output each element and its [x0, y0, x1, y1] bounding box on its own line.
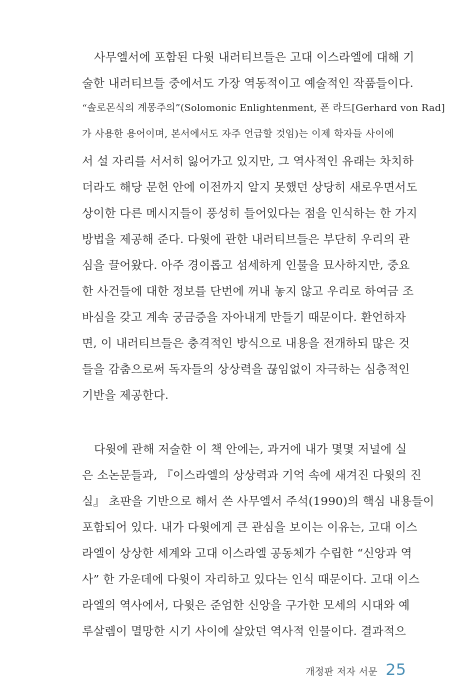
page-footer [0, 660, 406, 682]
text-line: 라엘의 역사에서, 다윗은 준엄한 신앙을 구가한 모세의 시대와 예 [82, 598, 410, 612]
text-line: 술한 내러티브들 중에서도 가장 역동적이고 예술적인 작품들이다. [82, 76, 414, 90]
text-line: 상이한 다른 메시지들이 풍성히 들어있다는 점을 인식하는 한 가지 [82, 206, 418, 220]
text-line: 서 설 자리를 서서히 잃어가고 있지만, 그 역사적인 유래는 차치하 [82, 154, 414, 168]
text-line: 다윗에 관해 저술한 이 책 안에는, 과거에 내가 몇몇 저널에 실 [94, 442, 407, 456]
text-line: 방법을 제공해 준다. 다윗에 관한 내러티브들은 부단히 우리의 관 [82, 232, 410, 246]
paragraph [82, 436, 435, 644]
text-line: “솔로몬식의 계몽주의”(Solomonic Enlightenment, 폰 라드[Gerhard von Rad] [82, 103, 446, 114]
text-line: 포함되어 있다. 내가 다윗에게 큰 관심을 보이는 이유는, 고대 이스 [82, 520, 418, 534]
body-text [82, 44, 446, 644]
text-line: 더라도 해당 문헌 안에 이전까지 알지 못했던 상당히 새로우면서도 [82, 180, 418, 194]
text-line: 면, 이 내러티브들은 충격적인 방식으로 내용을 전개하되 많은 것 [82, 336, 410, 350]
text-line: 라엘이 상상한 세계와 고대 이스라엘 공동체가 수립한 “신앙과 역 [82, 546, 413, 560]
text-line: 실』 초판을 기반으로 해서 쓴 사무엘서 주석(1990)의 핵심 내용들이 [82, 494, 435, 508]
text-line: 바심을 갖고 계속 궁금증을 자아내게 만들기 때문이다. 환언하자 [82, 310, 407, 324]
text-line: 기반을 제공한다. [82, 388, 169, 402]
running-head: 개정판 저자 서문 [305, 667, 378, 678]
text-line: 은 소논문들과, 『이스라엘의 상상력과 기억 속에 새겨진 다윗의 진 [82, 468, 422, 482]
text-line: 사” 한 가운데에 다윗이 자리하고 있다는 인식 때문이다. 고대 이스 [82, 572, 420, 586]
text-line: 루살렘이 멸망한 시기 사이에 살았던 역사적 인물이다. 결과적으 [82, 624, 407, 638]
paragraph [82, 44, 446, 408]
text-line: 사무엘서에 포함된 다윗 내러티브들은 고대 이스라엘에 대해 기 [94, 50, 415, 64]
text-line: 한 사건들에 대한 정보를 단번에 꺼내 놓지 않고 우리로 하여금 조 [82, 284, 414, 298]
text-line: 가 사용한 용어이며, 본서에서도 자주 언급할 것임)는 이제 학자들 사이에 [82, 129, 394, 140]
text-line: 들을 감춤으로써 독자들의 상상력을 끊임없이 자극하는 심층적인 [82, 362, 410, 376]
text-line: 심을 끌어왔다. 아주 경이롭고 섬세하게 인물을 묘사하지만, 중요 [82, 258, 410, 272]
paragraph-gap [82, 408, 394, 436]
page-number: 25 [385, 660, 406, 679]
